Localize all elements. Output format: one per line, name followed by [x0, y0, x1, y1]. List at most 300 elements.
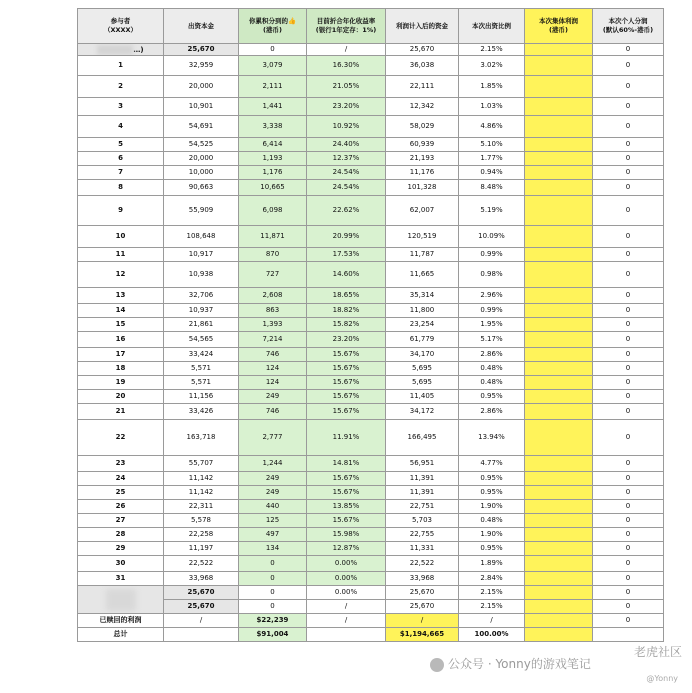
- cell-points: 1,193: [239, 152, 307, 166]
- distributed-label: 已赎回的利润: [78, 614, 164, 628]
- cell-points: 124: [239, 376, 307, 390]
- redacted-name: [97, 45, 133, 55]
- table-row: [78, 196, 664, 226]
- cell-ratio: 0.95%: [459, 390, 525, 404]
- header-rate: 目前折合年化收益率 (银行1年定存：1%): [307, 9, 386, 44]
- cell-rate: 18.82%: [307, 304, 386, 318]
- cell-ratio: 2.15%: [459, 600, 525, 614]
- cell-group-profit: [525, 348, 593, 362]
- cell-principal: 5,571: [164, 376, 239, 390]
- cell-principal: 10,901: [164, 98, 239, 116]
- participant-id: 20: [78, 390, 164, 404]
- cell-points: 0: [239, 586, 307, 600]
- cell-principal: 54,565: [164, 332, 239, 348]
- cell-points: 6,414: [239, 138, 307, 152]
- cell-rate: 15.67%: [307, 390, 386, 404]
- cell-principal: 33,426: [164, 404, 239, 420]
- header-funds: 利润计入后的资金: [386, 9, 459, 44]
- cell-points: 746: [239, 348, 307, 362]
- cell-group-profit: [525, 180, 593, 196]
- cell-personal: 0: [593, 420, 664, 456]
- cell-personal: 0: [593, 44, 664, 56]
- cell-funds: 61,779: [386, 332, 459, 348]
- cell-ratio: 5.17%: [459, 332, 525, 348]
- cell-ratio: /: [459, 614, 525, 628]
- header-group-profit: 本次集体利润 (港币): [525, 9, 593, 44]
- cell-group-profit: [525, 614, 593, 628]
- cell-rate: 15.67%: [307, 404, 386, 420]
- cell-group-profit: [525, 542, 593, 556]
- participant-id: 21: [78, 404, 164, 420]
- cell-personal: 0: [593, 138, 664, 152]
- cell-personal: 0: [593, 472, 664, 486]
- cell-principal: 20,000: [164, 152, 239, 166]
- cell-points: 1,441: [239, 98, 307, 116]
- participant-id: 14: [78, 304, 164, 318]
- cell-personal: 0: [593, 404, 664, 420]
- cell-points: 6,098: [239, 196, 307, 226]
- cell-group-profit: [525, 500, 593, 514]
- table-row: [78, 44, 664, 56]
- cell-rate: 13.85%: [307, 500, 386, 514]
- cell-points: 1,393: [239, 318, 307, 332]
- cell-funds: $1,194,665: [386, 628, 459, 642]
- cell-principal: 11,142: [164, 472, 239, 486]
- cell-rate: 0.00%: [307, 556, 386, 572]
- participant-id: 27: [78, 514, 164, 528]
- cell-group-profit: [525, 586, 593, 600]
- cell-group-profit: [525, 226, 593, 248]
- cell-principal: 5,571: [164, 362, 239, 376]
- cell-group-profit: [525, 152, 593, 166]
- cell-group-profit: [525, 332, 593, 348]
- cell-ratio: 10.09%: [459, 226, 525, 248]
- cell-principal: 10,937: [164, 304, 239, 318]
- cell-rate: 12.37%: [307, 152, 386, 166]
- cell-points: 0: [239, 44, 307, 56]
- cell-points: 497: [239, 528, 307, 542]
- participant-id: 25: [78, 486, 164, 500]
- cell-funds: 22,755: [386, 528, 459, 542]
- cell-personal: 0: [593, 262, 664, 288]
- cell-points: 3,338: [239, 116, 307, 138]
- cell-principal: 55,707: [164, 456, 239, 472]
- cell-group-profit: [525, 98, 593, 116]
- cell-group-profit: [525, 420, 593, 456]
- cell-principal: 5,578: [164, 514, 239, 528]
- participant-id: 17: [78, 348, 164, 362]
- table-row: [78, 248, 664, 262]
- cell-group-profit: [525, 528, 593, 542]
- cell-personal: 0: [593, 456, 664, 472]
- participant-id: 6: [78, 152, 164, 166]
- table-row: [78, 56, 664, 76]
- cell-ratio: 1.90%: [459, 500, 525, 514]
- cell-rate: 12.87%: [307, 542, 386, 556]
- cell-funds: 36,038: [386, 56, 459, 76]
- cell-points: 7,214: [239, 332, 307, 348]
- participant-id: 19: [78, 376, 164, 390]
- cell-personal: 0: [593, 572, 664, 586]
- total-label: 总计: [78, 628, 164, 642]
- cell-funds: /: [386, 614, 459, 628]
- cell-personal: 0: [593, 98, 664, 116]
- cell-ratio: 4.86%: [459, 116, 525, 138]
- cell-principal: 33,968: [164, 572, 239, 586]
- cell-personal: 0: [593, 586, 664, 600]
- cell-principal: 20,000: [164, 76, 239, 98]
- cell-points: 1,176: [239, 166, 307, 180]
- distributed-row: [78, 614, 664, 628]
- cell-personal: 0: [593, 152, 664, 166]
- cell-points: 249: [239, 486, 307, 500]
- cell-group-profit: [525, 288, 593, 304]
- cell-rate: 22.62%: [307, 196, 386, 226]
- cell-rate: /: [307, 614, 386, 628]
- cell-funds: 12,342: [386, 98, 459, 116]
- cell-rate: /: [307, 44, 386, 56]
- cell-ratio: 13.94%: [459, 420, 525, 456]
- table-row: [78, 390, 664, 404]
- cell-rate: [307, 628, 386, 642]
- cell-personal: 0: [593, 500, 664, 514]
- participant-id: 13: [78, 288, 164, 304]
- cell-principal: 55,909: [164, 196, 239, 226]
- cell-personal: 0: [593, 226, 664, 248]
- cell-personal: 0: [593, 614, 664, 628]
- cell-group-profit: [525, 116, 593, 138]
- participant-id: 3: [78, 98, 164, 116]
- cell-rate: 20.99%: [307, 226, 386, 248]
- cell-ratio: 0.48%: [459, 362, 525, 376]
- cell-ratio: 100.00%: [459, 628, 525, 642]
- cell-group-profit: [525, 486, 593, 500]
- cell-points: 0: [239, 556, 307, 572]
- cell-funds: 25,670: [386, 586, 459, 600]
- cell-ratio: 1.89%: [459, 556, 525, 572]
- cell-rate: 14.81%: [307, 456, 386, 472]
- total-row: [78, 628, 664, 642]
- cell-points: 727: [239, 262, 307, 288]
- watermark-corner: 老虎社区: [633, 645, 682, 659]
- participant-id: 8: [78, 180, 164, 196]
- cell-ratio: 3.02%: [459, 56, 525, 76]
- table-row: [78, 376, 664, 390]
- header-participant: 参与者 （XXXX）: [78, 9, 164, 44]
- table-row: [78, 500, 664, 514]
- cell-group-profit: [525, 556, 593, 572]
- cell-funds: 5,703: [386, 514, 459, 528]
- cell-rate: 15.67%: [307, 472, 386, 486]
- cell-rate: 15.67%: [307, 376, 386, 390]
- cell-principal: 25,670: [164, 44, 239, 56]
- cell-funds: 11,665: [386, 262, 459, 288]
- cell-funds: 101,328: [386, 180, 459, 196]
- cell-ratio: 2.15%: [459, 586, 525, 600]
- table-row: [78, 304, 664, 318]
- participant-id: 26: [78, 500, 164, 514]
- cell-personal: 0: [593, 304, 664, 318]
- participant-id: 24: [78, 472, 164, 486]
- cell-rate: 21.05%: [307, 76, 386, 98]
- participant-id: 4: [78, 116, 164, 138]
- cell-funds: 22,751: [386, 500, 459, 514]
- cell-ratio: 2.86%: [459, 348, 525, 362]
- table-row: [78, 166, 664, 180]
- table-row: [78, 572, 664, 586]
- cell-funds: 11,391: [386, 486, 459, 500]
- participant-id: 29: [78, 542, 164, 556]
- table-row: [78, 528, 664, 542]
- table-row: [78, 514, 664, 528]
- cell-rate: 24.54%: [307, 166, 386, 180]
- cell-personal: 0: [593, 556, 664, 572]
- watermark-handle: @Yonny: [646, 674, 678, 683]
- cell-principal: 11,156: [164, 390, 239, 404]
- cell-points: 870: [239, 248, 307, 262]
- cell-principal: 10,938: [164, 262, 239, 288]
- cell-ratio: 0.48%: [459, 514, 525, 528]
- cell-funds: 33,968: [386, 572, 459, 586]
- participant-id: …): [78, 44, 164, 56]
- cell-group-profit: [525, 262, 593, 288]
- cell-personal: 0: [593, 248, 664, 262]
- cell-principal: 10,917: [164, 248, 239, 262]
- participant-id: 22: [78, 420, 164, 456]
- header-principal: 出资本金: [164, 9, 239, 44]
- cell-rate: 15.67%: [307, 486, 386, 500]
- cell-ratio: 2.84%: [459, 572, 525, 586]
- cell-funds: 56,951: [386, 456, 459, 472]
- table-row: [78, 226, 664, 248]
- cell-points: 11,871: [239, 226, 307, 248]
- wechat-icon: [430, 658, 444, 672]
- cell-points: 125: [239, 514, 307, 528]
- table-row: [78, 116, 664, 138]
- cell-funds: 35,314: [386, 288, 459, 304]
- table-row: [78, 586, 664, 600]
- participant-id: 23: [78, 456, 164, 472]
- table-row: [78, 420, 664, 456]
- header-personal: 本次个人分润 (默认60%-港币): [593, 9, 664, 44]
- cell-personal: 0: [593, 348, 664, 362]
- cell-group-profit: [525, 628, 593, 642]
- cell-rate: 0.00%: [307, 572, 386, 586]
- cell-group-profit: [525, 318, 593, 332]
- cell-funds: 62,007: [386, 196, 459, 226]
- cell-points: 0: [239, 572, 307, 586]
- cell-points: 134: [239, 542, 307, 556]
- cell-principal: 54,525: [164, 138, 239, 152]
- table-row: [78, 456, 664, 472]
- table-row: [78, 348, 664, 362]
- cell-personal: 0: [593, 288, 664, 304]
- participant-id: 31: [78, 572, 164, 586]
- cell-points: $91,004: [239, 628, 307, 642]
- cell-personal: 0: [593, 166, 664, 180]
- table-row: [78, 152, 664, 166]
- cell-principal: 54,691: [164, 116, 239, 138]
- table-row: [78, 332, 664, 348]
- table-row: [78, 318, 664, 332]
- cell-group-profit: [525, 196, 593, 226]
- cell-group-profit: [525, 456, 593, 472]
- cell-ratio: 4.77%: [459, 456, 525, 472]
- cell-ratio: 2.15%: [459, 44, 525, 56]
- table-row: [78, 98, 664, 116]
- cell-rate: 15.98%: [307, 528, 386, 542]
- cell-principal: 90,663: [164, 180, 239, 196]
- cell-points: 249: [239, 390, 307, 404]
- profit-table: [77, 8, 664, 642]
- cell-principal: 25,670: [164, 586, 239, 600]
- participant-id: 1: [78, 56, 164, 76]
- cell-ratio: 5.10%: [459, 138, 525, 152]
- cell-funds: 22,522: [386, 556, 459, 572]
- cell-personal: 0: [593, 362, 664, 376]
- cell-funds: 11,405: [386, 390, 459, 404]
- cell-ratio: 2.96%: [459, 288, 525, 304]
- cell-rate: 0.00%: [307, 586, 386, 600]
- cell-principal: /: [164, 614, 239, 628]
- cell-rate: 17.53%: [307, 248, 386, 262]
- cell-ratio: 0.99%: [459, 304, 525, 318]
- cell-ratio: 0.99%: [459, 248, 525, 262]
- table-row: [78, 542, 664, 556]
- cell-principal: 11,142: [164, 486, 239, 500]
- cell-group-profit: [525, 138, 593, 152]
- cell-funds: 34,170: [386, 348, 459, 362]
- cell-points: 2,608: [239, 288, 307, 304]
- table-row: [78, 288, 664, 304]
- cell-personal: 0: [593, 486, 664, 500]
- cell-principal: 163,718: [164, 420, 239, 456]
- cell-personal: 0: [593, 318, 664, 332]
- cell-principal: 32,706: [164, 288, 239, 304]
- cell-points: 124: [239, 362, 307, 376]
- cell-group-profit: [525, 514, 593, 528]
- cell-group-profit: [525, 362, 593, 376]
- cell-points: 440: [239, 500, 307, 514]
- cell-personal: 0: [593, 514, 664, 528]
- participant-id: 5: [78, 138, 164, 152]
- cell-funds: 11,176: [386, 166, 459, 180]
- cell-rate: 23.20%: [307, 332, 386, 348]
- cell-rate: 15.67%: [307, 348, 386, 362]
- header-points: 你累积分到的👍 (港币): [239, 9, 307, 44]
- participant-id: 7: [78, 166, 164, 180]
- cell-rate: 10.92%: [307, 116, 386, 138]
- cell-funds: 120,519: [386, 226, 459, 248]
- cell-personal: [593, 628, 664, 642]
- cell-group-profit: [525, 166, 593, 180]
- header-ratio: 本次出资比例: [459, 9, 525, 44]
- cell-points: 10,665: [239, 180, 307, 196]
- cell-funds: 25,670: [386, 600, 459, 614]
- cell-funds: 11,787: [386, 248, 459, 262]
- cell-points: 3,079: [239, 56, 307, 76]
- cell-group-profit: [525, 404, 593, 420]
- cell-ratio: 0.95%: [459, 472, 525, 486]
- cell-funds: 58,029: [386, 116, 459, 138]
- cell-personal: 0: [593, 542, 664, 556]
- cell-group-profit: [525, 248, 593, 262]
- cell-rate: 24.54%: [307, 180, 386, 196]
- cell-ratio: 1.85%: [459, 76, 525, 98]
- cell-personal: 0: [593, 376, 664, 390]
- cell-ratio: 1.90%: [459, 528, 525, 542]
- cell-group-profit: [525, 76, 593, 98]
- cell-funds: 34,172: [386, 404, 459, 420]
- cell-points: 2,777: [239, 420, 307, 456]
- cell-ratio: 0.95%: [459, 486, 525, 500]
- cell-funds: 21,193: [386, 152, 459, 166]
- cell-rate: 15.82%: [307, 318, 386, 332]
- cell-funds: 5,695: [386, 362, 459, 376]
- cell-ratio: 2.86%: [459, 404, 525, 420]
- cell-funds: 5,695: [386, 376, 459, 390]
- participant-id: 28: [78, 528, 164, 542]
- cell-personal: 0: [593, 196, 664, 226]
- cell-principal: 21,861: [164, 318, 239, 332]
- participant-id: [78, 586, 164, 614]
- cell-principal: 11,197: [164, 542, 239, 556]
- cell-group-profit: [525, 56, 593, 76]
- redacted-name: [106, 589, 136, 611]
- cell-group-profit: [525, 44, 593, 56]
- cell-personal: 0: [593, 56, 664, 76]
- cell-group-profit: [525, 304, 593, 318]
- cell-points: 1,244: [239, 456, 307, 472]
- cell-personal: 0: [593, 180, 664, 196]
- participant-id: 9: [78, 196, 164, 226]
- cell-group-profit: [525, 390, 593, 404]
- cell-points: 249: [239, 472, 307, 486]
- cell-ratio: 0.48%: [459, 376, 525, 390]
- table-row: [78, 404, 664, 420]
- cell-rate: 23.20%: [307, 98, 386, 116]
- participant-id: 30: [78, 556, 164, 572]
- table-row: [78, 180, 664, 196]
- cell-principal: 10,000: [164, 166, 239, 180]
- cell-principal: [164, 628, 239, 642]
- cell-personal: 0: [593, 600, 664, 614]
- cell-funds: 25,670: [386, 44, 459, 56]
- cell-personal: 0: [593, 390, 664, 404]
- cell-ratio: 0.98%: [459, 262, 525, 288]
- participant-id: 12: [78, 262, 164, 288]
- cell-rate: 14.60%: [307, 262, 386, 288]
- table-row: [78, 486, 664, 500]
- cell-principal: 32,959: [164, 56, 239, 76]
- table-row: [78, 472, 664, 486]
- cell-principal: 25,670: [164, 600, 239, 614]
- cell-personal: 0: [593, 76, 664, 98]
- cell-rate: 11.91%: [307, 420, 386, 456]
- cell-funds: 22,111: [386, 76, 459, 98]
- cell-points: $22,239: [239, 614, 307, 628]
- cell-ratio: 1.95%: [459, 318, 525, 332]
- cell-ratio: 0.95%: [459, 542, 525, 556]
- cell-funds: 60,939: [386, 138, 459, 152]
- cell-ratio: 1.03%: [459, 98, 525, 116]
- cell-points: 0: [239, 600, 307, 614]
- participant-id: 15: [78, 318, 164, 332]
- table-row: [78, 600, 664, 614]
- cell-funds: 11,391: [386, 472, 459, 486]
- cell-rate: 16.30%: [307, 56, 386, 76]
- cell-rate: 15.67%: [307, 514, 386, 528]
